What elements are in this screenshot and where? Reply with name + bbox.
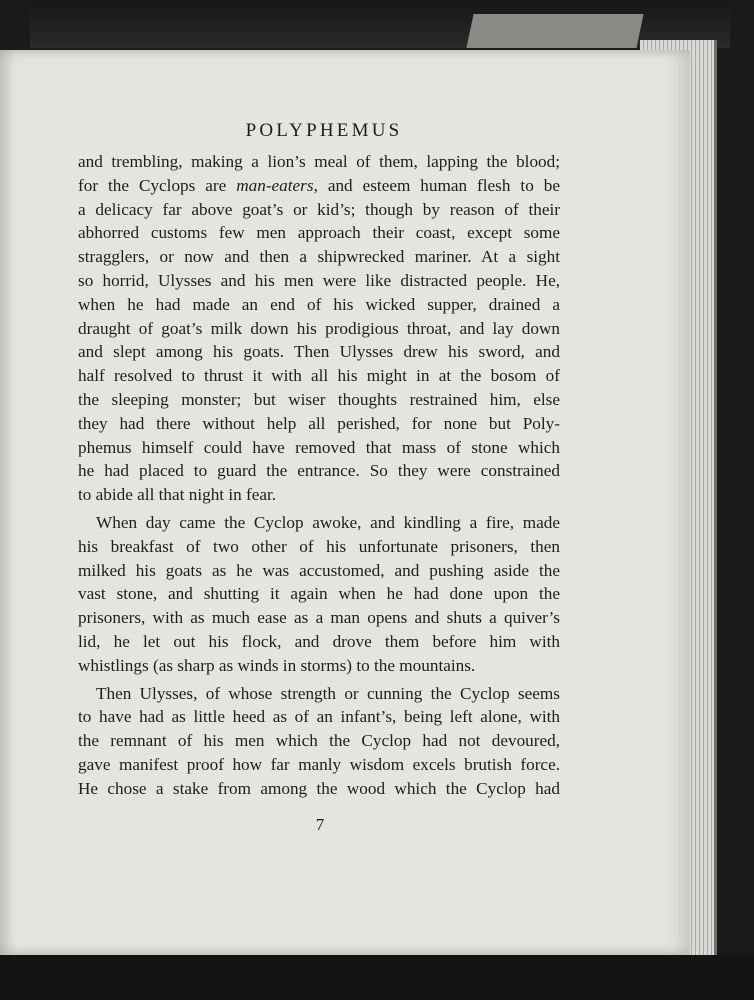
body-text	[78, 150, 560, 801]
text-line: he had placed to guard the entrance. So they were constrained	[78, 461, 560, 481]
text-line: He chose a stake from among the wood which the Cyclop had	[78, 778, 560, 798]
text-line: and trembling, making a lion’s meal of them, lapping the blood;	[78, 152, 560, 171]
text-line: to abide all that night in fear.	[78, 485, 277, 505]
page-number: 7	[315, 814, 325, 834]
text-line: When day came the Cyclop awoke, and kindling a fire, made	[96, 512, 560, 532]
running-head: POLYPHEMUS	[245, 120, 403, 141]
text-line: so horrid, Ulysses and his men were like distracted people. He,	[78, 270, 560, 290]
paragraph	[78, 150, 560, 507]
text-line: a delicacy far above goat’s or kid’s; though by reason of their	[78, 199, 560, 219]
text-line: the sleeping monster; but wiser thoughts restrained him, else	[78, 389, 560, 409]
text-line: stragglers, or now and then a shipwrecked mariner. At a sight	[78, 247, 560, 267]
text-line: milked his goats as he was accustomed, and pushing aside the	[78, 560, 560, 580]
text-line: draught of goat’s milk down his prodigious throat, and lay down	[78, 318, 560, 338]
paragraph	[78, 511, 560, 678]
text-line: to have had as little heed as of an infant’s, being left alone, with	[78, 707, 560, 727]
text-line: and slept among his goats. Then Ulysses drew his sword, and	[78, 342, 560, 362]
text-line: prisoners, with as much ease as a man opens and shuts a quiver’s	[78, 608, 560, 628]
text-line: the remnant of his men which the Cyclop had not devoured,	[78, 731, 560, 751]
text-line: half resolved to thrust it with all his might in at the bosom of	[78, 366, 560, 386]
paragraph	[78, 682, 560, 801]
text-line: lid, he let out his flock, and drove them before him with	[78, 631, 560, 651]
background-bottom	[0, 955, 754, 1000]
text-line: vast stone, and shutting it again when he had done upon the	[78, 584, 560, 604]
text-line: phemus himself could have removed that mass of stone which	[78, 437, 560, 457]
text-line: gave manifest proof how far manly wisdom excels brutish force.	[78, 754, 560, 774]
text-line: when he had made an end of his wicked supper, drained a	[78, 294, 560, 314]
text-line: Then Ulysses, of whose strength or cunning the Cyclop seems	[96, 683, 560, 703]
page-tab	[466, 14, 643, 48]
text-line: abhorred customs few men approach their coast, except some	[78, 223, 560, 243]
italic-term: man-eaters	[236, 175, 314, 195]
text-line: whistlings (as sharp as winds in storms) to the mountains.	[78, 655, 476, 675]
page	[0, 50, 690, 955]
text-line: his breakfast of two other of his unfortunate prisoners, then	[78, 536, 560, 556]
text-line: for the Cyclops are man-eaters, and esteem human flesh to be	[78, 175, 560, 195]
page-content	[78, 118, 560, 835]
text-line: they had there without help all perished, for none but Poly-	[78, 413, 560, 433]
